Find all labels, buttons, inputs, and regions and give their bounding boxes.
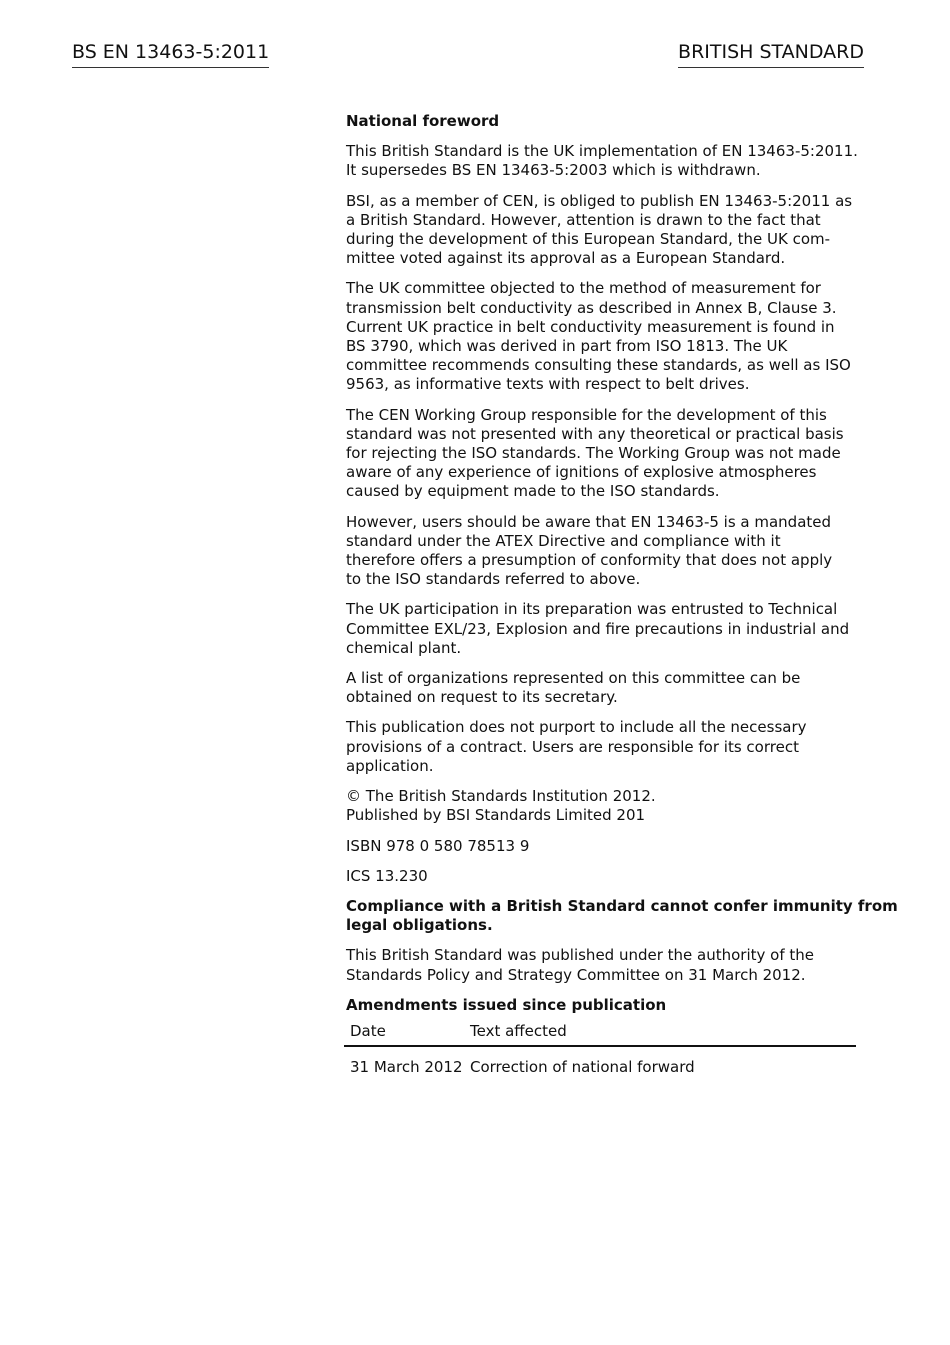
amendments-table-header	[344, 1019, 856, 1047]
paragraph-cen-obligation: BSI, as a member of CEN, is obliged to publish EN 13463-5:2011 as a British Standard. However, attention is drawn to the fact that during the development of this European Standard, the UK com- mittee voted against its approval as a European Standard.	[346, 191, 853, 268]
paragraph-participation: The UK participation in its preparation was entrusted to Technical Committee EXL/23, Explosion and fire precautions in industrial and chemical plant.	[346, 600, 850, 657]
ics-code: ICS 13.230	[346, 866, 428, 885]
table-row	[344, 1047, 856, 1077]
paragraph-working-group: The CEN Working Group responsible for the development of this standard was not presented with any theoretical or practical basis for rejecting the ISO standards. The Working Group was not made aware of any experience of ignitions of explosive atmospheres caused by equipment made to the ISO standards.	[346, 405, 844, 501]
national-foreword	[346, 112, 898, 1077]
column-date-header: Date	[350, 1022, 386, 1041]
amendments-table	[344, 1019, 856, 1077]
isbn: ISBN 978 0 580 78513 9	[346, 836, 530, 855]
document-number: BS EN 13463-5:2011	[72, 40, 269, 68]
column-text-header: Text affected	[470, 1022, 567, 1041]
standard-series: BRITISH STANDARD	[678, 40, 864, 68]
foreword-title: National foreword	[346, 112, 500, 130]
paragraph-implementation: This British Standard is the UK implementation of EN 13463-5:2011. It supersedes BS EN 13463-5:2003 which is withdrawn.	[346, 142, 858, 180]
copyright-notice: © The British Standards Institution 2012. Published by BSI Standards Limited 201	[346, 787, 656, 825]
paragraph-contract: This publication does not purport to include all the necessary provisions of a contract. Users are responsible for its correct application.	[346, 718, 807, 775]
paragraph-uk-objection: The UK committee objected to the method of measurement for transmission belt conductivity as described in Annex B, Clause 3. Current UK practice in belt conductivity measurement is found in BS 3790, which was derived in part from ISO 1813. The UK committee recommends consulting these standards, as well as ISO 9563, as informative texts with respect to belt drives.	[346, 279, 851, 394]
paragraph-atex: However, users should be aware that EN 13463-5 is a mandated standard under the ATEX Directive and compliance with it therefore offers a presumption of conformity that does not apply to the ISO standards referred to above.	[346, 512, 833, 589]
authority-statement: This British Standard was published under the authority of the Standards Policy and Strategy Committee on 31 March 2012.	[346, 946, 815, 984]
amendment-text: Correction of national forward	[470, 1057, 695, 1076]
compliance-notice: Compliance with a British Standard cannot confer immunity from legal obligations.	[346, 896, 898, 935]
amendments-title: Amendments issued since publication	[346, 995, 667, 1014]
paragraph-organizations: A list of organizations represented on this committee can be obtained on request to its secretary.	[346, 669, 801, 707]
amendment-date: 31 March 2012	[350, 1057, 463, 1076]
